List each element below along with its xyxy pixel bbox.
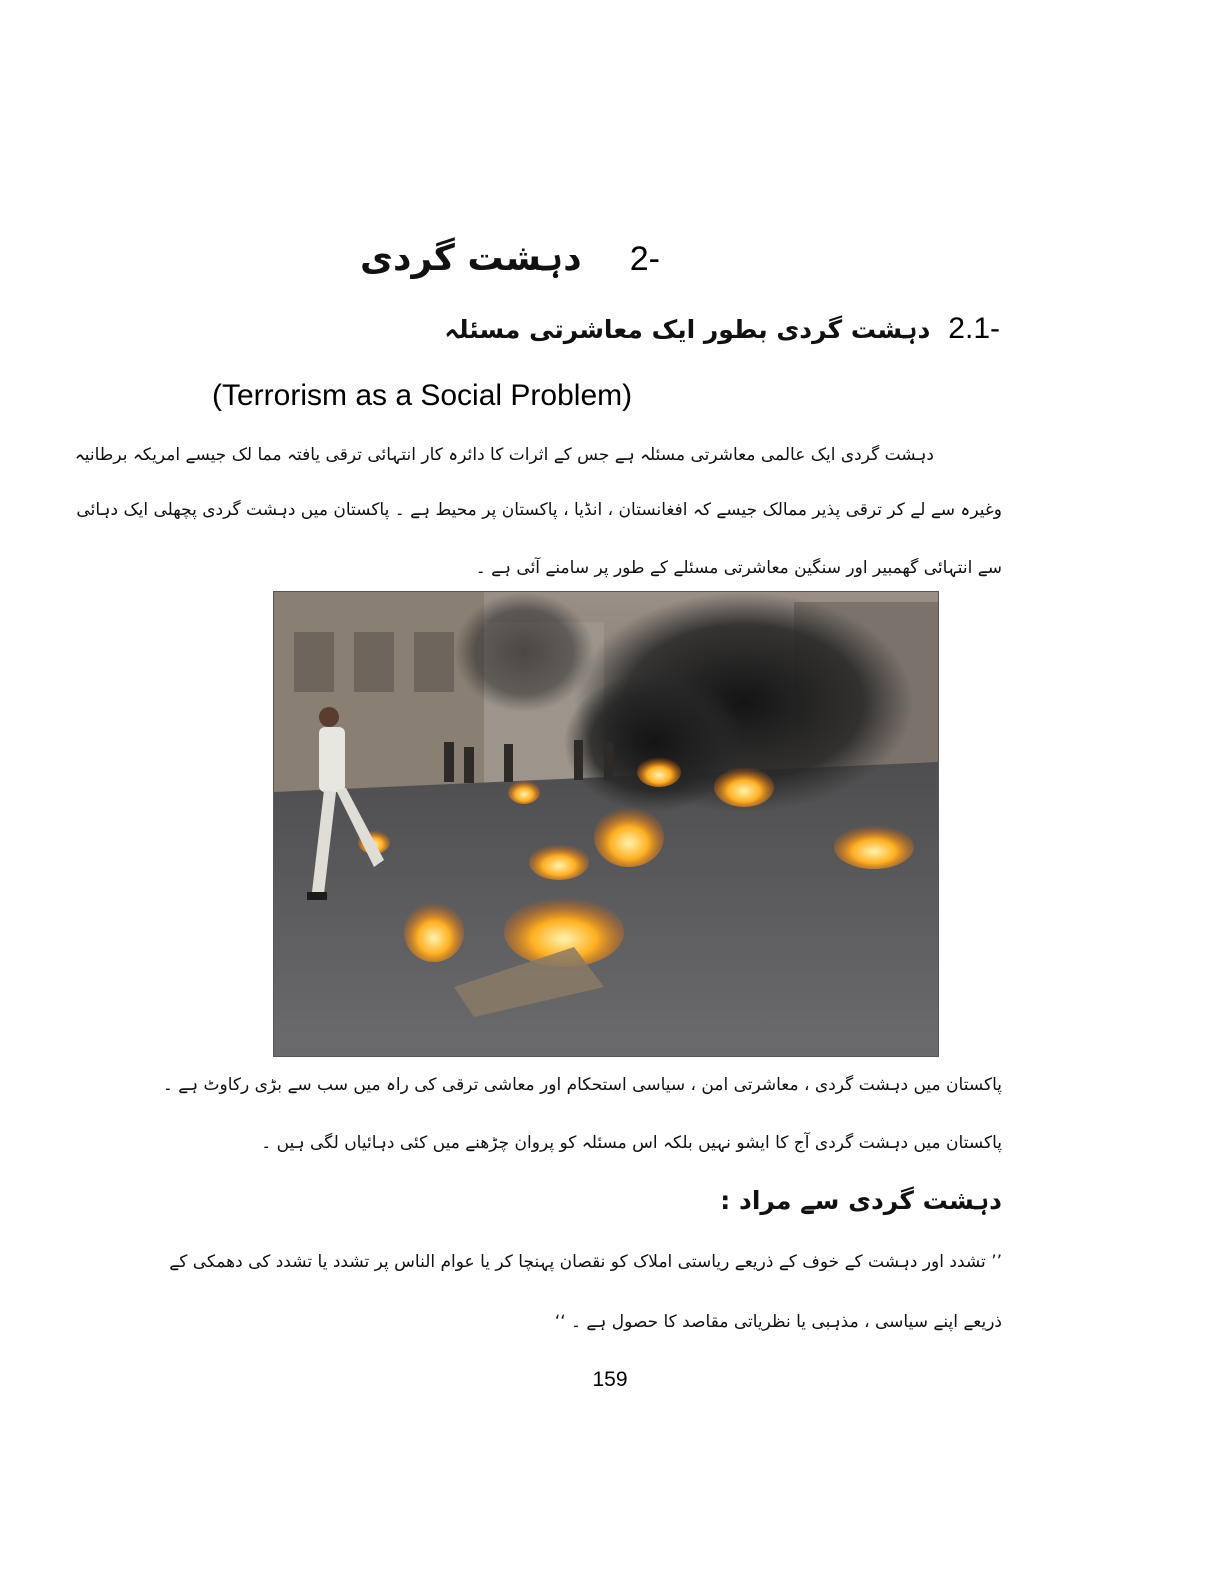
english-section-title: (Terrorism as a Social Problem) bbox=[212, 379, 633, 412]
caption-line-2: پاکستان میں دہشت گردی آج کا ایشو نہیں بلکہ اس مسئلہ کو پروان چڑھنے میں کئی دہائیاں لگی ہیں ۔ bbox=[261, 1133, 1002, 1153]
chapter-number: 2- bbox=[629, 240, 660, 278]
street-fire-illustration bbox=[274, 592, 938, 1056]
caption-line-1: پاکستان میں دہشت گردی ، معاشرتی امن ، سیاسی استحکام اور معاشی ترقی کی راہ میں سب سے بڑی رکاوٹ ہے ۔ bbox=[162, 1075, 1002, 1095]
intro-line-3: سے انتہائی گھمبیر اور سنگین معاشرتی مسئلے کے طور پر سامنے آئی ہے ۔ bbox=[475, 558, 1002, 578]
definition-line-1: ’’ تشدد اور دہشت کے خوف کے ذریعے ریاستی املاک کو نقصان پہنچا کر یا عوام الناس پر تشدد یا تشدد کی دھمکی کے bbox=[169, 1252, 1002, 1272]
intro-line-2: وغیرہ سے لے کر ترقی پذیر ممالک جیسے کہ افغانستان ، انڈیا ، پاکستان پر محیط ہے ۔ پاکستان میں دہشت گردی پچھلی ایک دہائی bbox=[76, 500, 1002, 520]
page-number: 159 bbox=[592, 1368, 628, 1391]
intro-line-1: دہشت گردی ایک عالمی معاشرتی مسئلہ ہے جس کے اثرات کا دائرہ کار انتہائی ترقی یافتہ مما لک جیسے امریکہ برطانیہ bbox=[74, 445, 934, 465]
definition-heading: دہشت گردی سے مراد : bbox=[720, 1186, 1002, 1215]
section-number: 2.1- bbox=[948, 312, 1000, 345]
chapter-title: دہشت گردی bbox=[360, 238, 582, 279]
street-fire-photo bbox=[273, 591, 939, 1057]
chapter-heading bbox=[300, 238, 720, 294]
definition-line-2: ذریعے اپنے سیاسی ، مذہبی یا نظریاتی مقاصد کا حصول ہے ۔ ‘‘ bbox=[554, 1312, 1002, 1332]
section-title: دہشت گردی بطور ایک معاشرتی مسئلہ bbox=[444, 315, 931, 344]
section-heading bbox=[444, 312, 1000, 358]
